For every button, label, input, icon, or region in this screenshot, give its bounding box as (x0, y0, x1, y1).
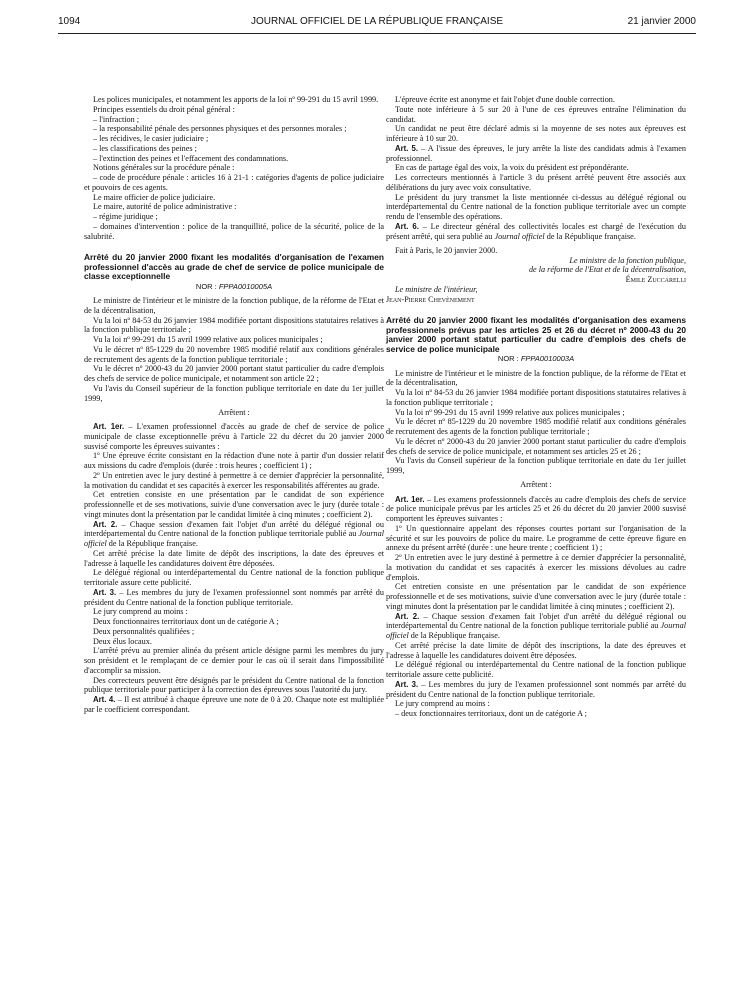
arretent-heading: Arrêtent : (218, 407, 250, 417)
article-label: Art. 4. (93, 695, 116, 704)
decree-title: Arrêté du 20 janvier 2000 fixant les modalités d'organisation des examens professionnels prévus par les articles 25 et 26 du décret nº 2000-43 du 20 janvier 2000 portant statut particulier du cadre d'emplois des chefs de service de police municipale (386, 315, 686, 354)
signatory-role: Le ministre de la fonction publique, (569, 255, 686, 265)
article-label: Art. 3. (395, 679, 419, 689)
article-3 (386, 680, 686, 700)
journal-title: JOURNAL OFFICIEL DE LA RÉPUBLIQUE FRANÇAISE (250, 16, 504, 27)
article-label: Art. 1er. (93, 422, 125, 431)
article-label: Art. 2. (93, 519, 118, 529)
paragraph: L'arrêté prévu au premier alinéa du présent article désigne parmi les membres du jury son président et le remplaçant de ce dernier pour le cas où il serait dans l'impossibilité d'accomplir sa mission. (84, 646, 384, 675)
paragraph: Le jury comprend au moins : (93, 607, 188, 617)
signatory-role: Le ministre de l'intérieur, (395, 284, 478, 294)
paragraph: Cet entretien consiste en une présentation par le candidat de son expérience professionnelle et de ses motivations, suivie d'une conversation avec le jury (durée totale : vingt minutes dont la présentation par le candidat limitée à cinq minutes ; coefficient 2). (84, 490, 384, 519)
journal-reference: Journal officiel (494, 231, 545, 241)
visa: Le ministre de l'intérieur et le ministre de la fonction publique, de la réforme de l'Etat et de la décentralisation, (84, 296, 384, 315)
article-1 (386, 495, 686, 524)
paragraph: Le délégué régional ou interdépartemental du Centre national de la fonction publique territoriale assure cette publicité. (84, 568, 384, 587)
paragraph: Cet arrêté précise la date limite de dépôt des inscriptions, la date des épreuves et l'adresse à laquelle les candidatures doivent être déposées. (386, 640, 686, 660)
header-rule (58, 33, 696, 34)
paragraph: 1º Une épreuve écrite consistant en la rédaction d'une note à partir d'un dossier relatif aux missions du cadre d'emplois (durée : trois heures ; coefficient 1) ; (84, 451, 384, 470)
article-label: Art. 3. (93, 587, 117, 597)
paragraph: Le maire, autorité de police administrative : (93, 202, 237, 212)
article-label: Art. 5. (395, 143, 419, 153)
paragraph: Les polices municipales, et notamment les apports de la loi nº 99-291 du 15 avril 1999. (93, 95, 379, 104)
paragraph: Le délégué régional ou interdépartemental du Centre national de la fonction publique territoriale assure cette publicité. (386, 660, 686, 679)
page-header (58, 14, 696, 32)
article-label: Art. 6. (395, 221, 419, 231)
article-text: de la République française. (544, 231, 636, 241)
paragraph: Le jury comprend au moins : (395, 699, 490, 709)
journal-reference: Journal officiel (84, 529, 384, 548)
article-4 (84, 695, 384, 715)
nor-value: FPPA0010003A (520, 354, 575, 364)
paragraph: Notions générales sur la procédure pénale : (93, 163, 235, 173)
arretent-heading: Arrêtent : (520, 480, 552, 490)
article-1 (84, 422, 384, 451)
visa: Vu la loi nº 99-291 du 15 avril 1999 relative aux polices municipales ; (395, 407, 625, 417)
article-text: – Les examens professionnels d'accès au cadre d'emplois des chefs de service de police municipale prévus par les articles 25 et 26 du décret du 20 janvier 2000 susvisé comportent les épreuves suivantes : (386, 494, 686, 523)
paragraph: Le président du jury transmet la liste mentionnée ci-dessus au délégué régional ou interdépartemental du Centre national de la fonction publique territoriale avec un compte rendu de l'ensemble des opérations. (386, 192, 686, 221)
nor-label: NOR : (195, 281, 217, 291)
list-item: – régime juridique ; (93, 212, 158, 221)
visa: Vu la loi nº 84-53 du 26 janvier 1984 modifiée portant dispositions statutaires relatives à la fonction publique territoriale ; (386, 388, 686, 407)
article-text: – Le directeur général des collectivités locales est chargé de l'exécution du présent arrêté, qui sera publié au (386, 221, 686, 241)
paragraph: Deux élus locaux. (93, 636, 152, 646)
paragraph: Deux personnalités qualifiées ; (93, 626, 195, 636)
paragraph: Des correcteurs peuvent être désignés par le président du Centre national de la fonction publique territoriale pour participer à la correction des épreuves sous l'autorité du jury. (84, 675, 384, 695)
signatory-name: Émile Zuccarelli (625, 275, 686, 284)
paragraph: Cet entretien consiste en une présentation par le candidat de son expérience professionnelle et de ses motivations, suivie d'une conversation avec le jury (durée totale : vingt minutes dont la présentation par le candidat limitée à cinq minutes ; coefficient 2). (386, 582, 686, 611)
paragraph: 2º Un entretien avec le jury destiné à permettre à ce dernier d'apprécier la personnalité, la motivation du candidat et ses capacités à exercer les responsabilités afférentes au grade. (84, 470, 384, 490)
list-item: – code de procédure pénale : articles 16 à 21-1 : catégories d'agents de police judiciaire et pouvoirs de ces agents. (84, 173, 384, 192)
paragraph: Toute note inférieure à 5 sur 20 à l'une de ces épreuves entraîne l'élimination du candidat. (386, 104, 686, 124)
article-text: – Les membres du jury de l'examen professionnel sont nommés par arrêté du président du Centre national de la fonction publique territoriale. (386, 679, 686, 699)
nor-label: NOR : (497, 354, 519, 364)
paragraph: 1º Un questionnaire appelant des réponses courtes portant sur l'organisation de la sécurité et sur les pouvoirs de police du maire. Le programme de cette épreuve figure en annexe du présent arrêté (durée : une heure trente ; coefficient 1) ; (386, 523, 686, 553)
list-item: – l'extinction des peines et l'effacement des condamnations. (93, 153, 289, 163)
article-text: de la République française. (408, 631, 500, 640)
issue-date: 21 janvier 2000 (627, 16, 696, 27)
paragraph: Un candidat ne peut être déclaré admis si la moyenne de ses notes aux épreuves est inférieure à 10 sur 20. (386, 124, 686, 143)
list-item: – la responsabilité pénale des personnes physiques et des personnes morales ; (93, 124, 347, 134)
decree-title: Arrêté du 20 janvier 2000 fixant les modalités d'organisation de l'examen professionnel d'accès au grade de chef de service de police municipale de classe exceptionnelle (84, 252, 384, 282)
list-item: – les récidives, le casier judiciaire ; (93, 134, 209, 143)
paragraph: Deux fonctionnaires territoriaux dont un de catégorie A ; (93, 617, 279, 626)
article-text: – Chaque session d'examen fait l'objet d'un arrêté du délégué régional ou interdépartemental du Centre national de la fonction publique territoriale publié au (386, 611, 686, 631)
visa: Vu la loi nº 84-53 du 26 janvier 1984 modifiée portant dispositions statutaires relatives à la fonction publique territoriale ; (84, 315, 384, 335)
article-text: de la République française. (106, 539, 198, 548)
page-number: 1094 (58, 16, 81, 27)
article-text: – L'examen professionnel d'accès au grade de chef de service de police municipale de classe exceptionnelle prévu à l'article 22 du décret du 20 janvier 2000 susvisé comporte les épreuves suivantes : (84, 422, 384, 451)
article-2 (386, 612, 686, 641)
visa: Vu le décret nº 85-1229 du 20 novembre 1985 modifié relatif aux conditions générales de recrutement des agents de la fonction publique territoriale ; (84, 344, 384, 364)
paragraph: En cas de partage égal des voix, la voix du président est prépondérante. (395, 163, 629, 173)
list-item: – domaines d'intervention : police de la tranquillité, police de la sécurité, police de la salubrité. (84, 221, 384, 241)
list-item: – deux fonctionnaires territoriaux, dont un de catégorie A ; (395, 709, 587, 718)
article-label: Art. 1er. (395, 494, 425, 504)
paragraph: L'épreuve écrite est anonyme et fait l'objet d'une double correction. (395, 95, 615, 104)
journal-reference: Journal officiel (386, 621, 686, 640)
article-text: – A l'issue des épreuves, le jury arrête la liste des candidats admis à l'examen professionnel. (386, 143, 686, 163)
signatory-name: Jean-Pierre Chevènement (386, 294, 475, 304)
article-2 (84, 520, 384, 549)
paragraph: Les correcteurs mentionnés à l'article 3 du présent arrêté peuvent être associés aux délibérations du jury avec voix consultative. (386, 173, 686, 192)
nor-reference (84, 282, 384, 292)
paragraph: Cet arrêté précise la date limite de dépôt des inscriptions, la date des épreuves et l'adresse à laquelle les candidatures doivent être déposées. (84, 548, 384, 568)
list-item: – les classifications des peines ; (93, 143, 197, 153)
done-at: Fait à Paris, le 20 janvier 2000. (395, 245, 498, 255)
nor-reference (386, 354, 686, 364)
list-item: – l'infraction ; (93, 114, 140, 124)
article-text: – Il est attribué à chaque épreuve une note de 0 à 20. Chaque note est multipliée par le coefficient correspondant. (84, 695, 384, 714)
paragraph: 2º Un entretien avec le jury destiné à permettre à ce dernier d'apprécier la personnalité, la motivation du candidat et ses capacités à exercer les missions dévolues au cadre d'emplois. (386, 553, 686, 582)
left-column (84, 95, 384, 715)
article-6 (386, 222, 686, 242)
article-3 (84, 588, 384, 608)
paragraph: Le maire officier de police judiciaire. (93, 192, 216, 202)
article-label: Art. 2. (395, 611, 420, 621)
article-5 (386, 144, 686, 164)
visa: Vu le décret nº 2000-43 du 20 janvier 2000 portant statut particulier du cadre d'emplois des chefs de service de police municipale, et notamment ses articles 25 et 26 ; (386, 436, 686, 456)
visa: Vu le décret nº 2000-43 du 20 janvier 2000 portant statut particulier du cadre d'emplois des chefs de service de police municipale, et notamment son article 22 ; (84, 364, 384, 383)
right-column (386, 95, 686, 719)
signatory-role: de la réforme de l'Etat et de la décentralisation, (528, 265, 686, 275)
article-text: – Les membres du jury de l'examen professionnel sont nommés par arrêté du président du Centre national de la fonction publique territoriale. (84, 587, 384, 607)
article-text: – Chaque session d'examen fait l'objet d'un arrêté du délégué régional ou interdépartemental du Centre national de la fonction publique territoriale publié au (84, 519, 384, 539)
visa: Vu l'avis du Conseil supérieur de la fonction publique territoriale en date du 1er juillet 1999, (84, 383, 384, 403)
visa: Le ministre de l'intérieur et le ministre de la fonction publique, de la réforme de l'Etat et de la décentralisation, (386, 368, 686, 388)
nor-value: FPPA0010005A (218, 281, 273, 291)
visa: Vu l'avis du Conseil supérieur de la fonction publique territoriale en date du 1er juillet 1999, (386, 456, 686, 475)
visa: Vu la loi nº 99-291 du 15 avril 1999 relative aux polices municipales ; (93, 335, 323, 344)
visa: Vu le décret nº 85-1229 du 20 novembre 1985 modifié relatif aux conditions générales de recrutement des agents de la fonction publique territoriale ; (386, 417, 686, 436)
paragraph: Principes essentiels du droit pénal général : (93, 104, 235, 114)
